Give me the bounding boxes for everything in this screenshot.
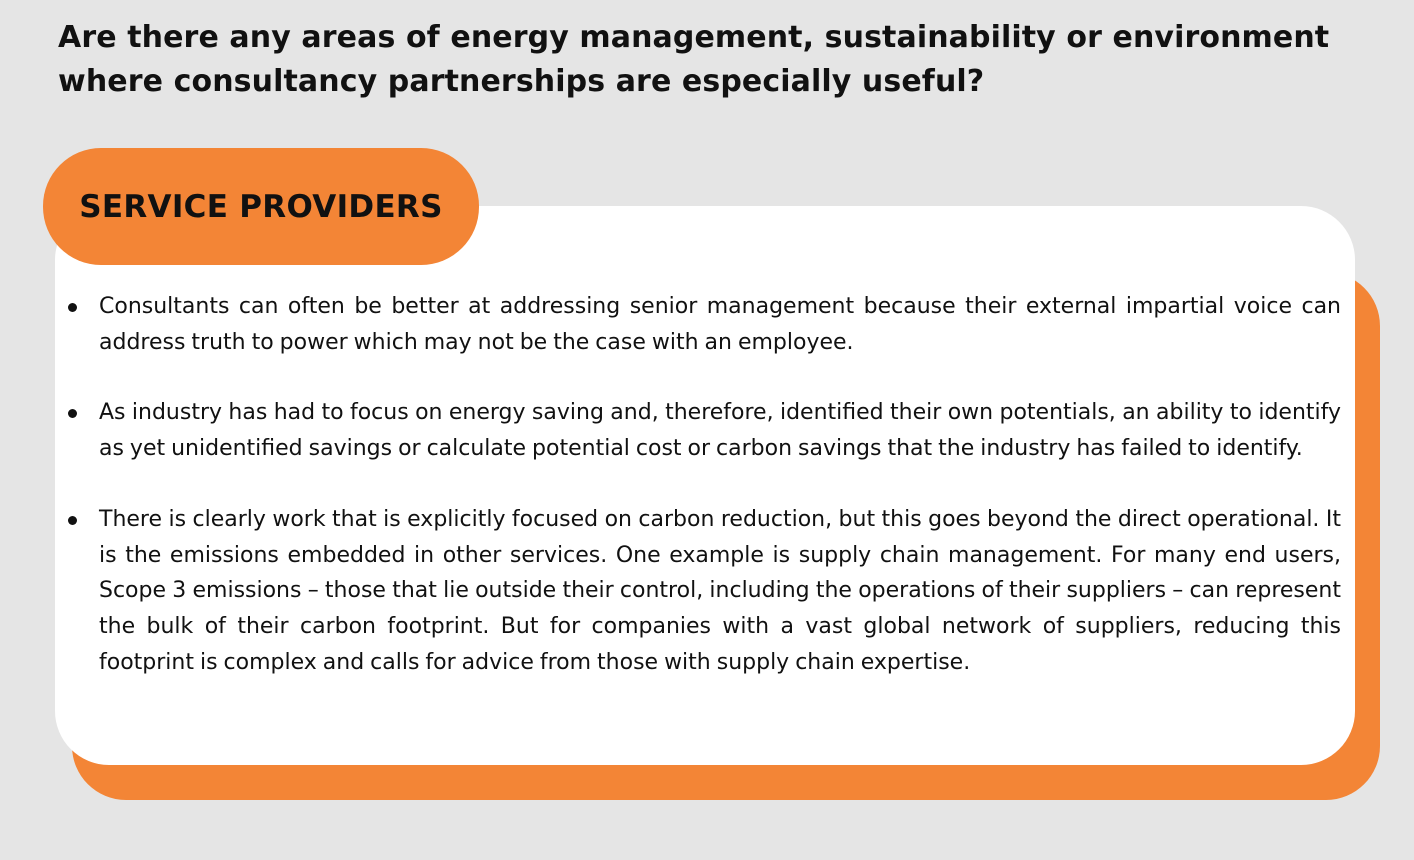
page-question-heading: Are there any areas of energy management, sustainability or environment where consultancy partnerships are especially useful? xyxy=(58,20,1330,99)
bullet-item xyxy=(99,395,1341,466)
bullet-list xyxy=(99,289,1341,680)
bullet-text: There is clearly work that is explicitly focused on carbon reduction, but this goes beyond the direct operational. It is the emissions embedded in other services. One example is supply chain management. For many end users, Scope 3 emissions – those that lie outside their control, including the operations of their suppliers – can represent the bulk of their carbon footprint. But for companies with a vast global network of suppliers, reducing this footprint is complex and calls for advice from those with supply chain expertise. xyxy=(99,506,1341,675)
bullet-dot-icon xyxy=(68,303,77,312)
bullet-text: Consultants can often be better at addressing senior management because their external impartial voice can address truth to power which may not be the case with an employee. xyxy=(99,294,1341,355)
bullet-text: As industry has had to focus on energy saving and, therefore, identified their own potentials, an ability to identify as yet unidentified savings or calculate potential cost or carbon savings that the industry has failed to identify. xyxy=(99,400,1341,462)
bullet-dot-icon xyxy=(68,516,77,525)
bullet-item xyxy=(99,289,1341,360)
section-tag-label: SERVICE PROVIDERS xyxy=(79,188,443,225)
bullet-item xyxy=(99,502,1341,681)
section-tag xyxy=(43,148,479,265)
